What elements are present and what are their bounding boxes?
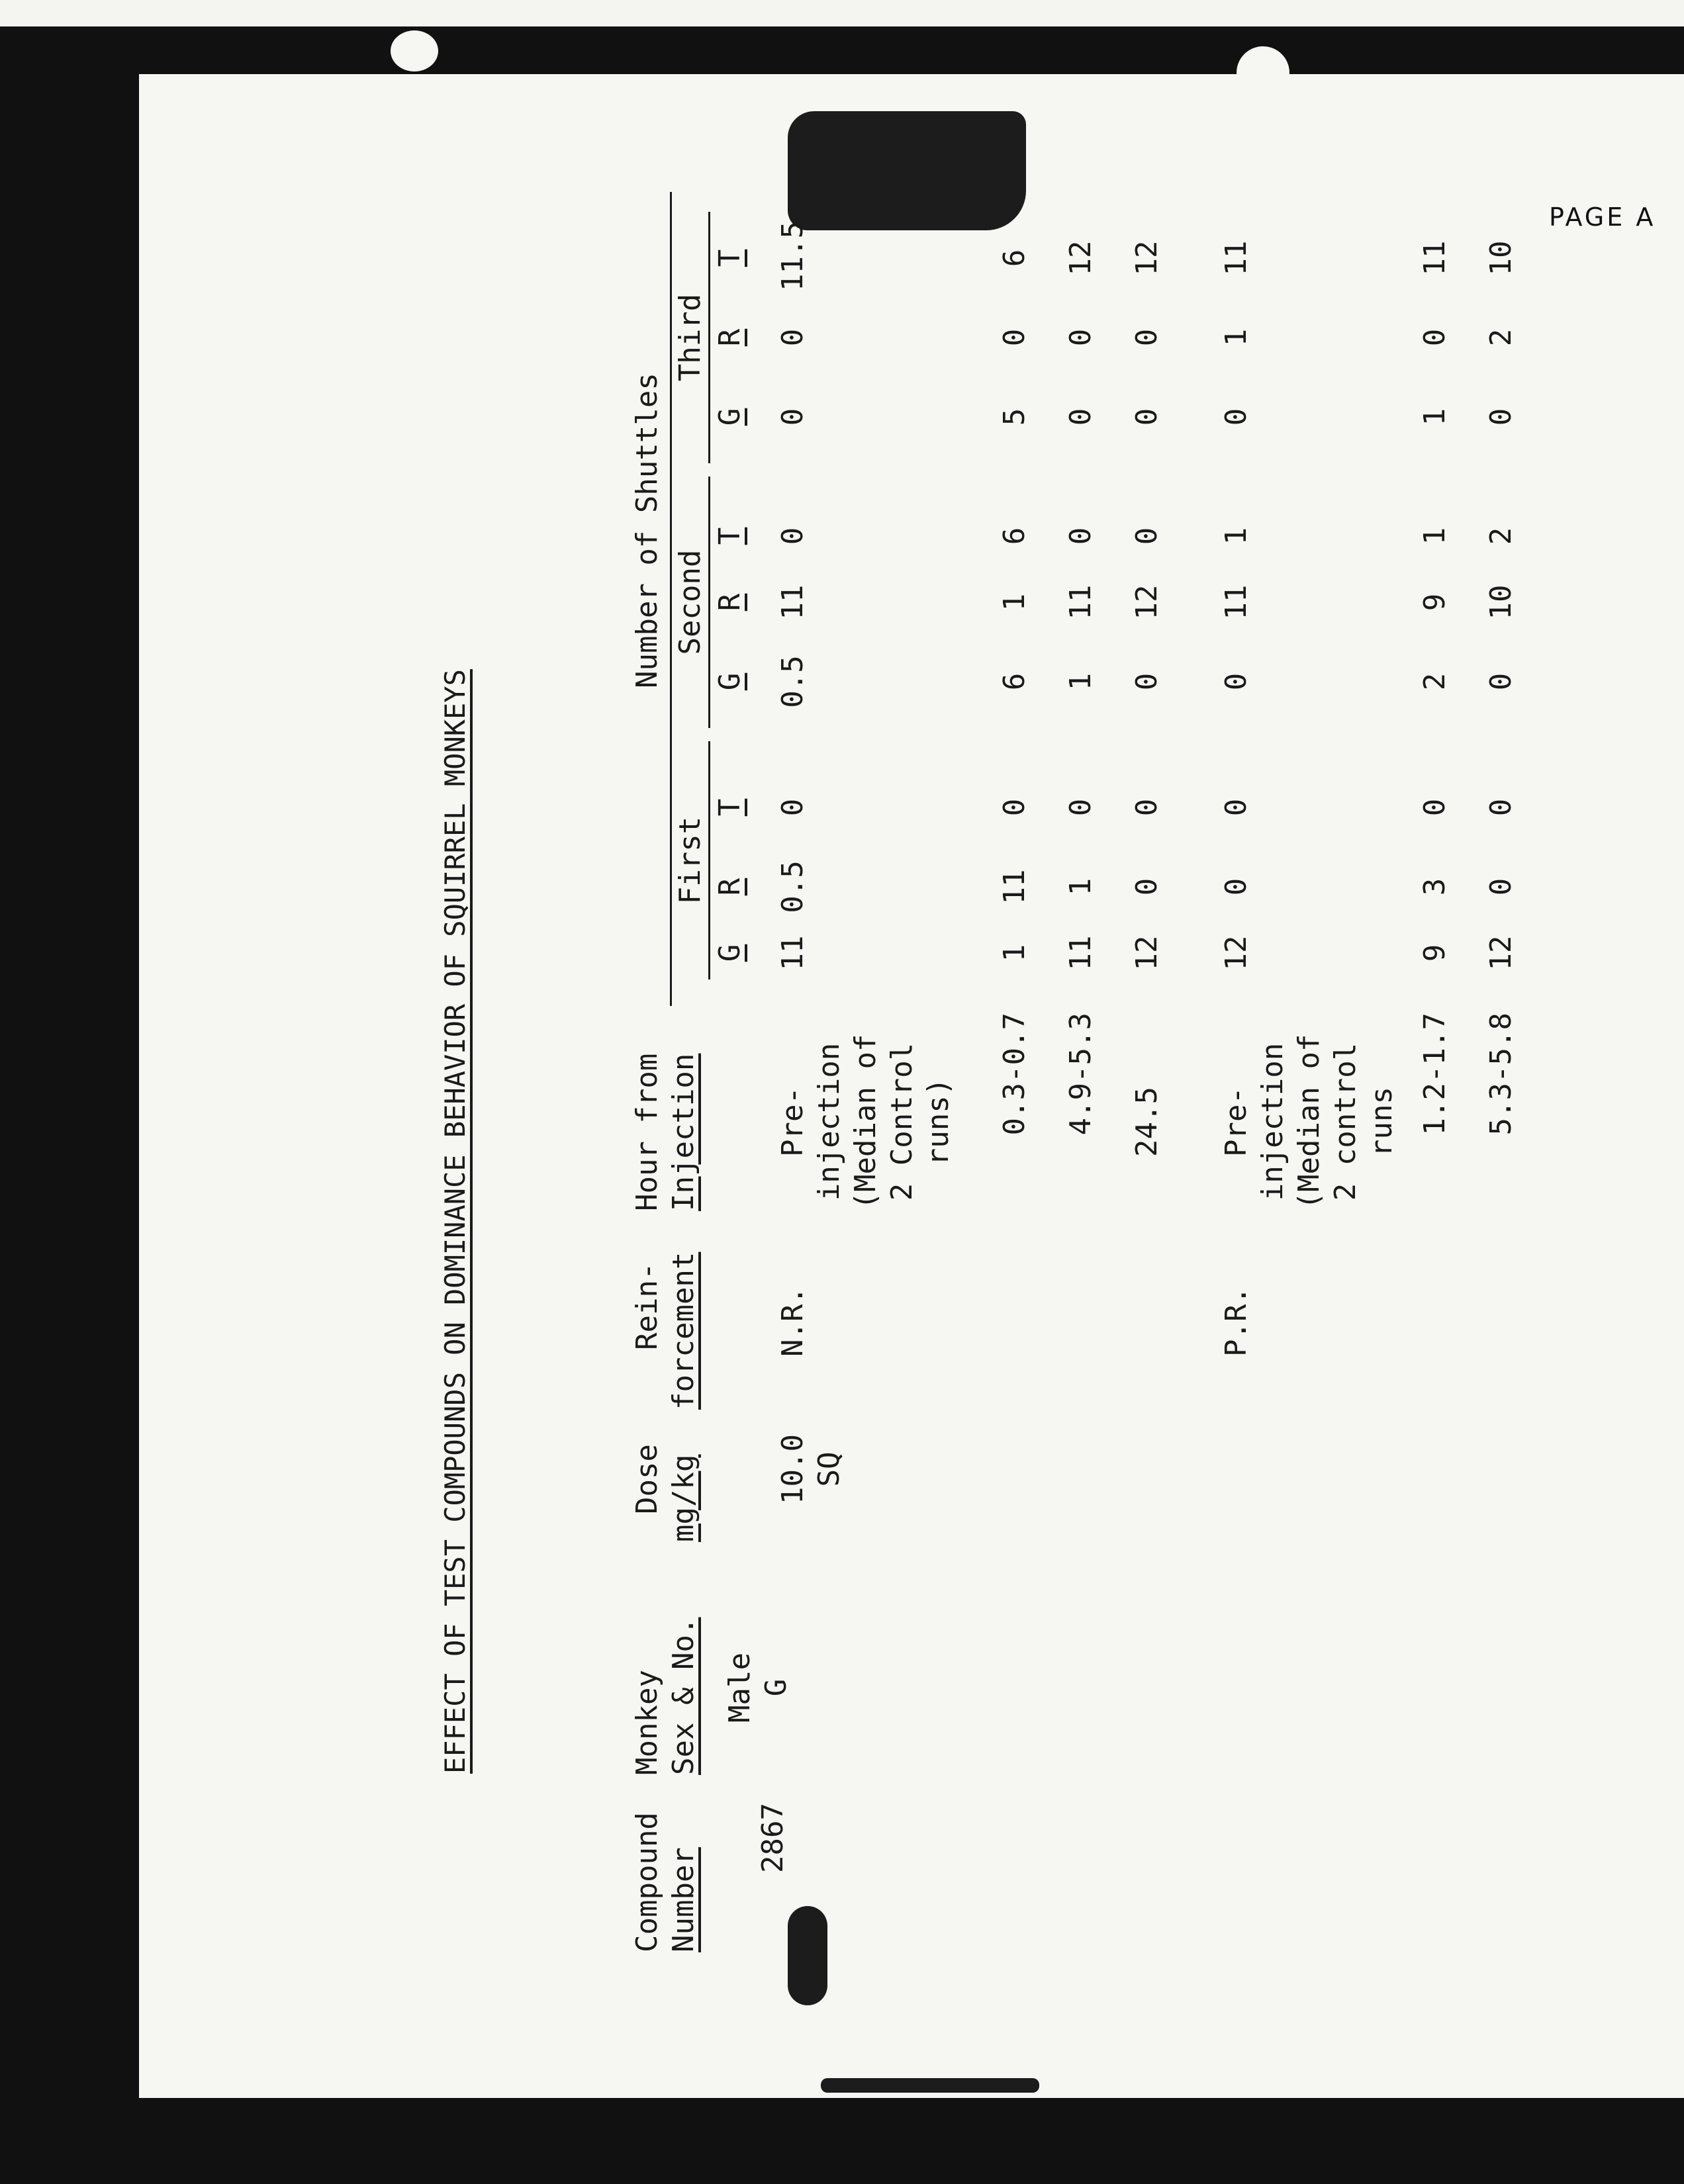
shuttle-value: 11.5 [776, 221, 810, 291]
subcol-second-g: G [713, 672, 747, 691]
header-reinforcement-1: Rein- [630, 1262, 664, 1350]
header-dose-2: mg/kg [667, 1454, 700, 1542]
shuttle-value: 1 [1418, 408, 1452, 426]
shuttle-value: 1 [1418, 527, 1452, 545]
shuttle-value: 0 [1418, 328, 1452, 347]
subcol-second-t: T [713, 527, 747, 545]
shuttle-value: 11 [1064, 935, 1098, 971]
header-second: Second [673, 549, 707, 655]
shuttle-value: 0 [1219, 878, 1253, 896]
shuttle-value: 0 [1130, 527, 1164, 545]
subcol-third-r: R [713, 328, 747, 347]
subcol-third-g: G [713, 408, 747, 426]
shuttle-value: 0.5 [776, 655, 810, 708]
shuttle-value: 6 [998, 527, 1031, 545]
shuttle-value: 0 [1064, 328, 1098, 347]
shuttle-value: 2 [1484, 328, 1518, 347]
monkey-number: G [759, 1678, 793, 1697]
header-monkey-1: Monkey [630, 1670, 664, 1775]
subcol-first-g: G [713, 944, 747, 962]
shuttle-value: 12 [1130, 240, 1164, 276]
shuttle-value: 0 [1219, 798, 1253, 817]
shuttle-value: 0.5 [776, 860, 810, 913]
monkey-sex: Male [723, 1653, 757, 1723]
shuttle-value: 0 [998, 328, 1031, 347]
first-rule [708, 741, 710, 979]
shuttle-value: 10 [1484, 584, 1518, 620]
header-hour-1: Hour from [630, 1053, 664, 1211]
dose-route: SQ [812, 1451, 846, 1487]
header-first: First [673, 816, 707, 905]
shuttle-value: 9 [1418, 593, 1452, 612]
shuttle-value: 5 [998, 408, 1031, 426]
shuttle-value: 0 [1064, 798, 1098, 817]
shuttle-value: 12 [1484, 935, 1518, 971]
hour-line: injection [1256, 1042, 1289, 1201]
hour-line: 2 Control [885, 1042, 919, 1201]
hour-value: 24.5 [1130, 1087, 1164, 1157]
hour-value: 0.3-0.7 [998, 1013, 1031, 1136]
hour-value: 1.2-1.7 [1418, 1013, 1452, 1136]
shuttle-value: 1 [998, 944, 1031, 962]
subcol-second-r: R [713, 593, 747, 612]
shuttle-value: 6 [998, 672, 1031, 691]
shuttle-value: 11 [998, 869, 1031, 905]
shuttle-value: 0 [776, 408, 810, 426]
compound-number: 2867 [756, 1803, 790, 1873]
hour-line: (Median of [1292, 1034, 1326, 1210]
shuttle-value: 9 [1418, 944, 1452, 962]
dose-value: 10.0 [776, 1434, 810, 1504]
header-monkey-2: Sex & No. [667, 1617, 700, 1775]
header-compound-1: Compound [630, 1812, 664, 1952]
shuttle-value: 0 [1484, 408, 1518, 426]
shuttle-value: 1 [1064, 672, 1098, 691]
shuttle-value: 11 [1064, 584, 1098, 620]
subcol-third-t: T [713, 249, 747, 267]
hour-value: 5.3-5.8 [1484, 1013, 1518, 1136]
shuttle-value: 0 [1219, 672, 1253, 691]
document-title: EFFECT OF TEST COMPOUNDS ON DOMINANCE BEHAVIOR OF SQUIRREL MONKEYS [439, 669, 471, 1774]
header-hour-2: Injection [667, 1053, 700, 1211]
second-rule [708, 477, 710, 728]
header-reinforcement-2: forcement [667, 1251, 700, 1410]
shuttle-value: 0 [1484, 798, 1518, 817]
shuttle-value: 2 [1418, 672, 1452, 691]
hour-line: Pre- [776, 1087, 810, 1157]
shuttle-value: 12 [1130, 584, 1164, 620]
hour-line: injection [812, 1042, 846, 1201]
hour-line: runs [1365, 1087, 1399, 1157]
shuttle-value: 0 [1064, 527, 1098, 545]
shuttle-value: 0 [1130, 672, 1164, 691]
header-dose-1: Dose [630, 1444, 664, 1514]
header-compound-2: Number [667, 1847, 700, 1952]
shuttle-value: 11 [776, 584, 810, 620]
shuttle-value: 3 [1418, 878, 1452, 896]
reinforcement-nr: N.R. [776, 1287, 810, 1357]
shuttle-value: 1 [1219, 527, 1253, 545]
shuttle-value: 0 [1130, 798, 1164, 817]
shuttle-value: 0 [776, 798, 810, 817]
shuttle-value: 12 [1219, 935, 1253, 971]
shuttle-value: 0 [1418, 798, 1452, 817]
hour-line: 2 control [1329, 1042, 1362, 1201]
subcol-first-t: T [713, 798, 747, 817]
shuttle-value: 11 [776, 935, 810, 971]
shuttle-value: 12 [1064, 240, 1098, 276]
hour-line: runs) [921, 1077, 955, 1166]
reinforcement-pr: P.R. [1219, 1287, 1253, 1357]
page-label: PAGE A [1549, 203, 1656, 232]
shuttle-value: 11 [1219, 240, 1253, 276]
shuttle-value: 1 [1219, 328, 1253, 347]
hour-line: Pre- [1219, 1087, 1253, 1157]
shuttle-value: 0 [1064, 408, 1098, 426]
header-shuttles: Number of Shuttles [630, 373, 664, 688]
shuttle-value: 2 [1484, 527, 1518, 545]
subcol-first-r: R [713, 878, 747, 896]
shuttle-value: 0 [1130, 408, 1164, 426]
shuttle-value: 11 [1219, 584, 1253, 620]
shuttle-value: 6 [998, 249, 1031, 267]
shuttle-value: 12 [1130, 935, 1164, 971]
shuttle-value: 1 [998, 593, 1031, 612]
hour-value: 4.9-5.3 [1064, 1013, 1098, 1136]
shuttle-value: 1 [1064, 878, 1098, 896]
shuttle-value: 0 [1130, 328, 1164, 347]
shuttle-value: 0 [1484, 878, 1518, 896]
header-third: Third [673, 293, 707, 382]
shuttle-value: 0 [776, 328, 810, 347]
shuttle-value: 11 [1418, 240, 1452, 276]
shuttle-value: 0 [1130, 878, 1164, 896]
hour-line: (Median of [849, 1034, 882, 1210]
shuttle-value: 0 [1219, 408, 1253, 426]
shuttle-value: 0 [998, 798, 1031, 817]
third-rule [708, 212, 710, 463]
shuttle-value: 0 [1484, 672, 1518, 691]
shuttle-value: 10 [1484, 240, 1518, 276]
shuttle-value: 0 [776, 527, 810, 545]
